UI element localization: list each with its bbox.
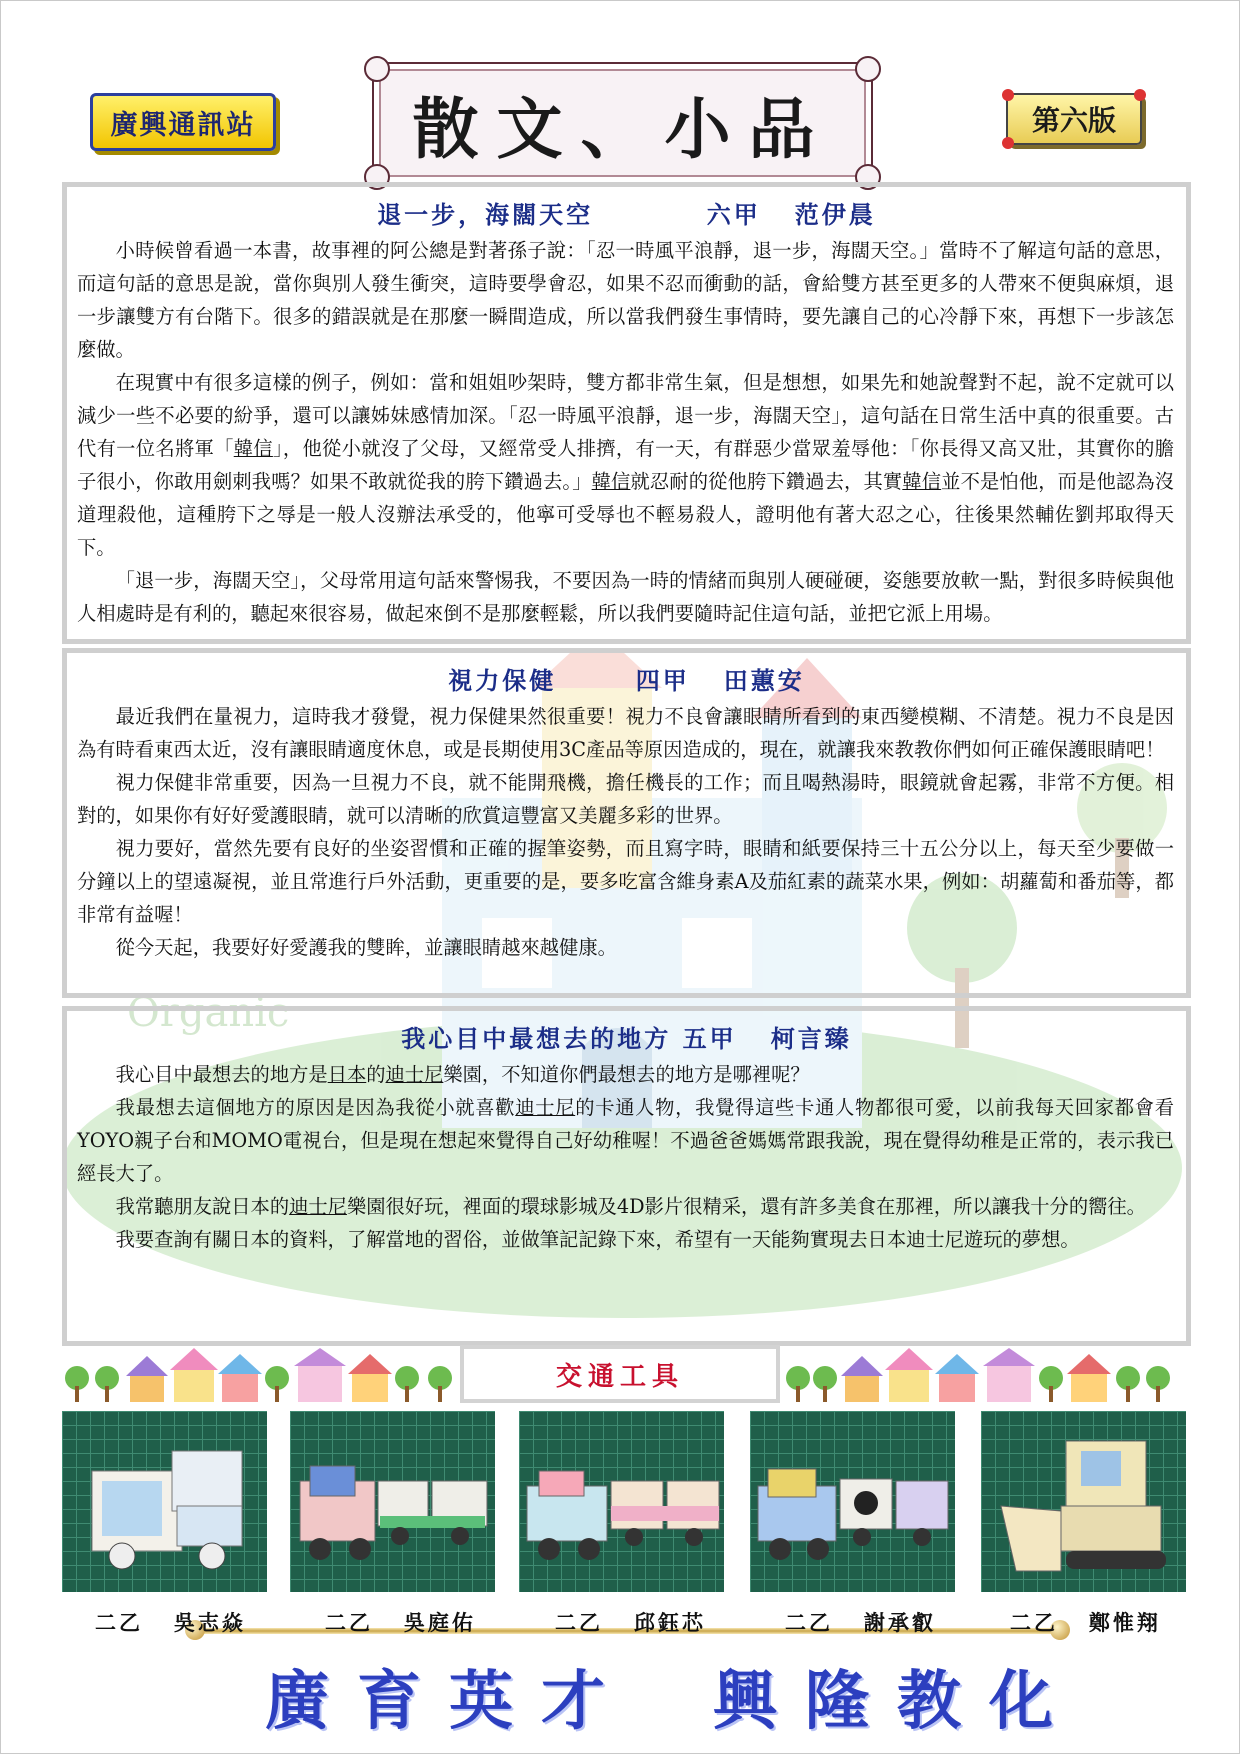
photo-caption: 二乙 鄭惟翔 [1010,1610,1161,1635]
article-title: 我心目中最想去的地方 五甲 柯言臻 [401,1024,852,1053]
name-underline: 韓信 [233,437,273,460]
paragraph: 最近我們在量視力，這時我才發覺，視力保健果然很重要！視力不良會讓眼睛所看到的東西變模糊、不清楚。視力不良是因為有時看東西太近，沒有讓眼睛適度休息，或是長期使用3C產品等原因造成的，現在，就讓我來教教你們如何正確保護眼睛吧！ [77,705,1174,761]
newsletter-badge: 廣興通訊站 [90,93,276,151]
article-body [67,234,1186,630]
article-dream-place [62,1006,1191,1346]
paper-train-icon [750,1411,955,1592]
edition-label: 第六版 [1031,104,1116,137]
paper-train-icon [290,1411,495,1592]
photo-paper-train [290,1411,495,1592]
motto-left: 廣育英才 [265,1664,633,1739]
place-underline: 迪士尼 [385,1063,444,1086]
place-underline: 日本 [327,1063,367,1086]
page-title: 散文、小品 [412,90,833,168]
town-strip-right-illustration [783,1348,1191,1404]
paragraph: 我心目中最想去的地方是日本的迪士尼樂園，不知道你們最想去的地方是哪裡呢？ [115,1063,810,1086]
pin-icon [1134,89,1146,101]
place-underline: 迪士尼 [515,1096,576,1119]
article-title: 退一步，海闊天空 六甲 范伊晨 [377,200,876,229]
article-eye-care [62,648,1191,998]
paragraph: 在現實中有很多這樣的例子，例如：當和姐姐吵架時，雙方都非常生氣，但是想想，如果先和她說聲對不起，說不定就可以減少一些不必要的紛爭，還可以讓姊妹感情加深。「忍一時風平浪靜，退一步，海闊天空」，這句話在日常生活中真的很重要。古代有一位名將軍「韓信」，他從小就沒了父母，又經常受人排擠，有一天，有群惡少當眾羞辱他：「你長得又高又壯，其實你的膽子很小，你敢用劍刺我嗎？如果不敢就從我的胯下鑽過去。」韓信就忍耐的從他胯下鑽過去，其實韓信並不是怕他，而是他認為沒道理殺他，這種胯下之辱是一般人沒辦法承受的，他寧可受辱也不輕易殺人，證明他有著大忍之心，往後果然輔佐劉邦取得天下。 [77,371,1175,559]
photo-paper-truck [62,1411,267,1592]
photo-paper-train [519,1411,724,1592]
transport-section-title: 交通工具 [460,1345,780,1403]
name-underline: 韓信 [902,470,942,493]
organic-watermark: Organic [127,990,290,1036]
pin-icon [1002,137,1014,149]
town-strip-left-illustration [62,1348,457,1404]
edition-badge [1006,93,1142,145]
photo-caption: 二乙 謝承叡 [785,1610,936,1635]
paragraph: 我常聽朋友說日本的迪士尼樂園很好玩，裡面的環球影城及4D影片很精采，還有許多美食在那裡，所以讓我十分的嚮往。 [115,1195,1146,1218]
paragraph: 「退一步，海闊天空」，父母常用這句話來警惕我，不要因為一時的情緒而與別人硬碰硬，姿態要放軟一點，對很多時候與他人相處時是有利的，聽起來很容易，做起來倒不是那麼輕鬆，所以我們要隨時記住這句話，並把它派上用場。 [77,569,1174,625]
photo-paper-bulldozer [981,1411,1186,1592]
paper-bulldozer-icon [981,1411,1186,1592]
paragraph: 從今天起，我要好好愛護我的雙眸，並讓眼睛越來越健康。 [115,936,617,959]
motto-right: 興隆教化 [713,1664,1081,1739]
article-body [67,1058,1186,1256]
article-body [67,700,1186,964]
photo-caption: 二乙 吳志焱 [95,1610,246,1635]
paragraph: 視力保健非常重要，因為一旦視力不良，就不能開飛機，擔任機長的工作；而且喝熱湯時，眼鏡就會起霧，非常不方便。相對的，如果你有好好愛護眼睛，就可以清晰的欣賞這豐富又美麗多彩的世界。 [77,771,1174,827]
pin-icon [1002,89,1014,101]
article-title: 視力保健 四甲 田蕙安 [448,666,805,695]
photo-caption: 二乙 邱鈺芯 [555,1610,706,1635]
photo-paper-train [750,1411,955,1592]
place-underline: 迪士尼 [289,1195,347,1218]
scroll-curl-icon [364,56,390,82]
article-step-back [62,182,1191,644]
name-underline: 韓信 [591,470,631,493]
paper-truck-icon [62,1411,267,1592]
photo-caption: 二乙 吳庭佑 [325,1610,476,1635]
title-scroll [372,62,873,184]
paragraph: 視力要好，當然先要有良好的坐姿習慣和正確的握筆姿勢，而且寫字時，眼睛和紙要保持三十五公分以上，每天至少要做一分鐘以上的望遠凝視，並且常進行戶外活動，更重要的是，要多吃富含維身素A及茄紅素的蔬菜水果，例如：胡蘿蔔和番茄等，都非常有益喔！ [77,837,1174,926]
paragraph: 小時候曾看過一本書，故事裡的阿公總是對著孫子說：「忍一時風平浪靜，退一步，海闊天空。」當時不了解這句話的意思，而這句話的意思是說，當你與別人發生衝突，這時要學會忍，如果不忍而衝動的話，會給雙方甚至更多的人帶來不便與麻煩，退一步讓雙方有台階下。很多的錯誤就是在那麼一瞬間造成，所以當我們發生事情時，要先讓自己的心冷靜下來，再想下一步該怎麼做。 [77,239,1174,361]
paper-train-icon [519,1411,724,1592]
paragraph: 我最想去這個地方的原因是因為我從小就喜歡迪士尼的卡通人物，我覺得這些卡通人物都很可愛，以前我每天回家都會看YOYO親子台和MOMO電視台，但是現在想起來覺得自己好幼稚喔！不過爸爸媽媽常跟我說，現在覺得幼稚是正常的，表示我已經長大了。 [77,1096,1175,1185]
paragraph: 我要查詢有關日本的資料，了解當地的習俗，並做筆記記錄下來，希望有一天能夠實現去日本迪士尼遊玩的夢想。 [115,1228,1080,1251]
scroll-curl-icon [855,56,881,82]
